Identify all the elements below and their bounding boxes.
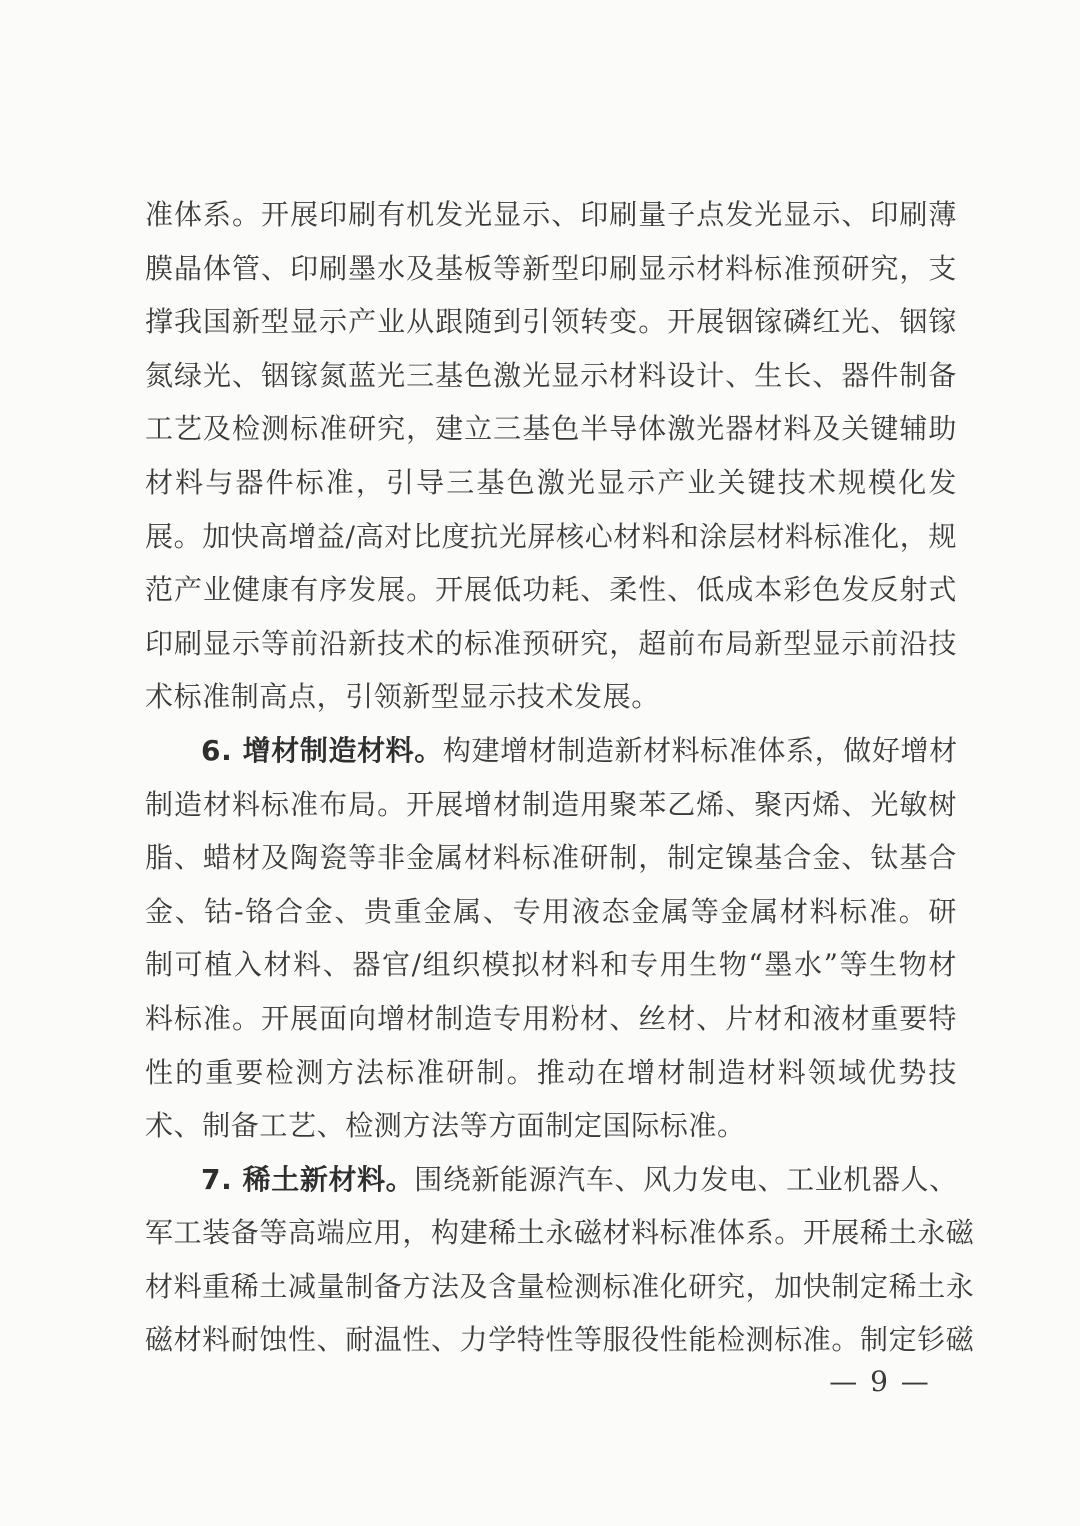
- text-line: 撑我国新型显示产业从跟随到引领转变。开展铟镓磷红光、铟镓: [145, 305, 957, 339]
- section-6-heading: 6. 增材制造材料。: [201, 733, 443, 767]
- text-line: 材料重稀土减量制备方法及含量检测标准化研究，加快制定稀土永: [145, 1269, 975, 1303]
- text-line: 制造材料标准布局。开展增材制造用聚苯乙烯、聚丙烯、光敏树: [145, 787, 957, 821]
- text-line: 性的重要检测方法标准研制。推动在增材制造材料领域优势技: [145, 1055, 957, 1089]
- text-line: 军工装备等高端应用，构建稀土永磁材料标准体系。开展稀土永磁: [145, 1216, 975, 1250]
- section-6-first-line-text: 构建增材制造新材料标准体系，做好增材: [442, 733, 958, 767]
- text-line: 准体系。开展印刷有机发光显示、印刷量子点发光显示、印刷薄: [145, 198, 957, 231]
- text-line: 金、钴-铬合金、贵重金属、专用液态金属等金属材料标准。研: [145, 894, 957, 928]
- page-number: — 9 —: [829, 1365, 931, 1398]
- text-line: 展。加快高增益/高对比度抗光屏核心材料和涂层材料标准化，规: [145, 519, 957, 553]
- text-line: 术、制备工艺、检测方法等方面制定国际标准。: [145, 1109, 746, 1143]
- text-line: 氮绿光、铟镓氮蓝光三基色激光显示材料设计、生长、器件制备: [145, 358, 957, 392]
- section-7-heading: 7. 稀土新材料。: [201, 1162, 415, 1196]
- text-line: 材料与器件标准，引导三基色激光显示产业关键技术规模化发: [145, 465, 957, 499]
- text-line: 术标准制高点，引领新型显示技术发展。: [145, 680, 660, 714]
- body-text: [145, 188, 975, 1367]
- text-line: 料标准。开展面向增材制造专用粉材、丝材、片材和液材重要特: [145, 1001, 957, 1035]
- text-line: 范产业健康有序发展。开展低功耗、柔性、低成本彩色发反射式: [145, 573, 957, 607]
- text-line: 工艺及检测标准研究，建立三基色半导体激光器材料及关键辅助: [145, 412, 957, 446]
- section-7-first-line: [145, 1153, 957, 1207]
- text-line: 印刷显示等前沿新技术的标准预研究，超前布局新型显示前沿技: [145, 626, 957, 660]
- text-line: 制可植入材料、器官/组织模拟材料和专用生物“墨水”等生物材: [145, 948, 957, 982]
- section-7-first-line-text: 围绕新能源汽车、风力发电、工业机器人、: [414, 1162, 958, 1196]
- text-line: 脂、蜡材及陶瓷等非金属材料标准研制，制定镍基合金、钛基合: [145, 841, 957, 875]
- text-line: 膜晶体管、印刷墨水及基板等新型印刷显示材料标准预研究，支: [145, 251, 957, 285]
- section-6-first-line: [145, 724, 957, 778]
- text-line: 磁材料耐蚀性、耐温性、力学特性等服役性能检测标准。制定钐磁: [145, 1323, 975, 1357]
